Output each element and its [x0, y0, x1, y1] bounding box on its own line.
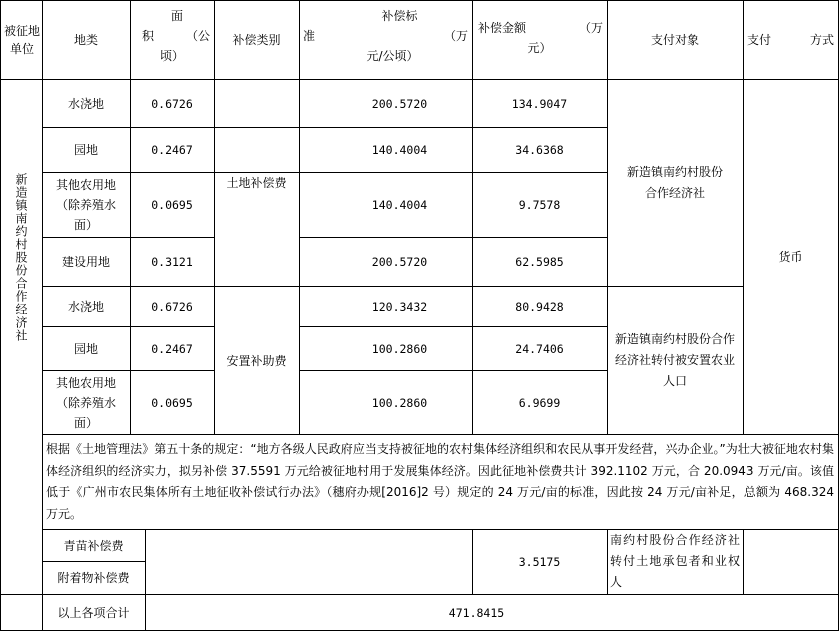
payment-method-text: 货币 — [778, 250, 803, 264]
header-unit — [4, 4, 40, 76]
row1-std — [299, 80, 472, 127]
row3-std-text: 140.4004 — [371, 198, 428, 212]
row5-amount-text: 80.9428 — [515, 299, 564, 314]
header-land-type-text: 地类 — [73, 32, 98, 47]
payee-land-text: 新造镇南约村股份合作经济社 — [627, 165, 724, 200]
row2-std — [299, 128, 472, 172]
row4-amount-text: 62.5985 — [515, 255, 564, 269]
row1-land-text: 水浇地 — [67, 96, 104, 111]
row4-land — [42, 238, 130, 286]
row1-amount-text: 134.9047 — [511, 96, 568, 111]
total-label-text: 以上各项合计 — [57, 605, 130, 620]
total-value-text: 471.8415 — [448, 605, 505, 620]
crop-label — [42, 530, 145, 561]
header-payee-text: 支付对象 — [650, 32, 699, 47]
row7-std-text: 100.2860 — [371, 395, 428, 410]
payee-land — [607, 80, 743, 286]
row5-land — [42, 287, 130, 326]
row6-std-text: 100.2860 — [371, 341, 428, 356]
header-method-right: 方式 — [809, 32, 834, 47]
row1-area-text: 0.6726 — [151, 96, 193, 111]
attach-label-text: 附着物补偿费 — [57, 571, 130, 585]
row3-std — [299, 173, 472, 237]
unit-cell — [0, 80, 42, 434]
note-paragraph — [46, 439, 834, 527]
crop-payee-text: 南约村股份合作经济社转付土地承包者和业权人 — [610, 533, 740, 589]
row4-land-text: 建设用地 — [61, 255, 110, 269]
row7-area-text: 0.0695 — [151, 395, 193, 410]
header-payment-method — [743, 0, 838, 79]
row5-amount — [472, 287, 607, 326]
row2-area-text: 0.2467 — [151, 143, 193, 157]
note-text: 根据《土地管理法》第五十条的规定：“地方各级人民政府应当支持被征地的农村集体经济组织和农民从事开发经营，兴办企业。”为壮大被征地农村集体经济组织的经济实力，拟另补偿 37.5591 万元给被征地村用于发展集体经济。因此征地补偿费共计 392.1102 万元，合 20.0943 万元/亩。该值低于《广州市农民集体所有土地征收补偿试行办法》（穗府办规[2016]2 号）规定的 24 万元/亩的标准，因此按 24 万元/亩补足，总额为 468.324 万元。 — [46, 442, 834, 521]
total-value — [145, 595, 838, 630]
row1-amount — [472, 80, 607, 127]
row7-amount-text: 6.9699 — [518, 395, 561, 410]
row3-area-text: 0.0695 — [151, 198, 193, 212]
row5-area-text: 0.6726 — [151, 299, 193, 314]
row6-area-text: 0.2467 — [151, 341, 193, 356]
row4-std-text: 200.5720 — [371, 255, 428, 269]
header-area-bot: 顷） — [159, 49, 184, 63]
header-area-mid-left: 积 — [142, 29, 155, 43]
row7-land — [42, 371, 130, 434]
row6-area — [130, 327, 214, 370]
header-comp-category-text: 补偿类别 — [232, 32, 281, 47]
header-comp-amount — [472, 18, 607, 74]
crop-label-text: 青苗补偿费 — [63, 538, 124, 553]
header-area — [130, 6, 214, 76]
header-unit-text: 被征地单位 — [4, 24, 41, 56]
row2-amount-text: 34.6368 — [515, 143, 564, 157]
row5-land-text: 水浇地 — [67, 299, 104, 314]
header-area-mid-right: （公 — [185, 29, 210, 43]
row4-area-text: 0.3121 — [151, 255, 193, 269]
row6-land-text: 园地 — [73, 341, 98, 356]
crop-payee — [610, 530, 740, 594]
header-std-mid-right: （万 — [443, 29, 468, 43]
header-std-top: 补偿标 — [381, 9, 418, 23]
row7-land-text: 其他农用地（除养殖水面） — [55, 375, 116, 430]
category-resettlement-text: 安置补助费 — [226, 353, 287, 368]
row7-std — [299, 371, 472, 434]
row2-amount — [472, 128, 607, 172]
row4-std — [299, 238, 472, 286]
category-resettlement — [214, 287, 299, 434]
header-area-top: 面 — [170, 9, 183, 23]
header-comp-category — [214, 0, 299, 79]
row1-land — [42, 80, 130, 127]
row2-land-text: 园地 — [73, 143, 98, 157]
row1-area — [130, 80, 214, 127]
row3-amount-text: 9.7578 — [518, 198, 561, 212]
row2-area — [130, 128, 214, 172]
row6-land — [42, 327, 130, 370]
row5-area — [130, 287, 214, 326]
header-amount-bot: 元） — [527, 41, 552, 55]
row2-std-text: 140.4004 — [371, 143, 428, 157]
header-amount-top-right: （万 — [578, 21, 603, 35]
crop-amount — [472, 530, 607, 594]
header-method-left: 支付 — [747, 32, 772, 47]
payment-method — [743, 80, 838, 434]
header-std-mid-left: 准 — [303, 29, 316, 43]
row4-area — [130, 238, 214, 286]
row2-land — [42, 128, 130, 172]
row6-std — [299, 327, 472, 370]
header-comp-standard — [299, 6, 472, 76]
row7-area — [130, 371, 214, 434]
unit-name: 新造镇南约村股份合作经济社 — [14, 172, 28, 342]
header-std-bot: 元/公顷） — [366, 49, 419, 63]
row3-area — [130, 173, 214, 237]
header-land-type — [42, 0, 130, 79]
crop-amount-text: 3.5175 — [518, 555, 561, 569]
row3-land-text: 其他农用地（除养殖水面） — [55, 178, 116, 232]
row1-std-text: 200.5720 — [371, 96, 428, 111]
attach-label — [42, 562, 145, 594]
row5-std-text: 120.3432 — [371, 299, 428, 314]
row7-amount — [472, 371, 607, 434]
row6-amount — [472, 327, 607, 370]
row3-land — [42, 173, 130, 237]
row4-amount — [472, 238, 607, 286]
total-label — [42, 595, 145, 630]
row6-amount-text: 24.7406 — [515, 341, 564, 356]
row3-amount — [472, 173, 607, 237]
header-amount-top-left: 补偿金额 — [478, 21, 527, 35]
payee-resettle — [607, 287, 743, 434]
payee-resettle-text: 新造镇南约村股份合作经济社转付被安置农业人口 — [615, 332, 736, 388]
category-land-comp-text: 土地补偿费 — [226, 176, 287, 190]
row5-std — [299, 287, 472, 326]
header-payee — [607, 0, 743, 79]
category-land-comp — [214, 80, 299, 286]
